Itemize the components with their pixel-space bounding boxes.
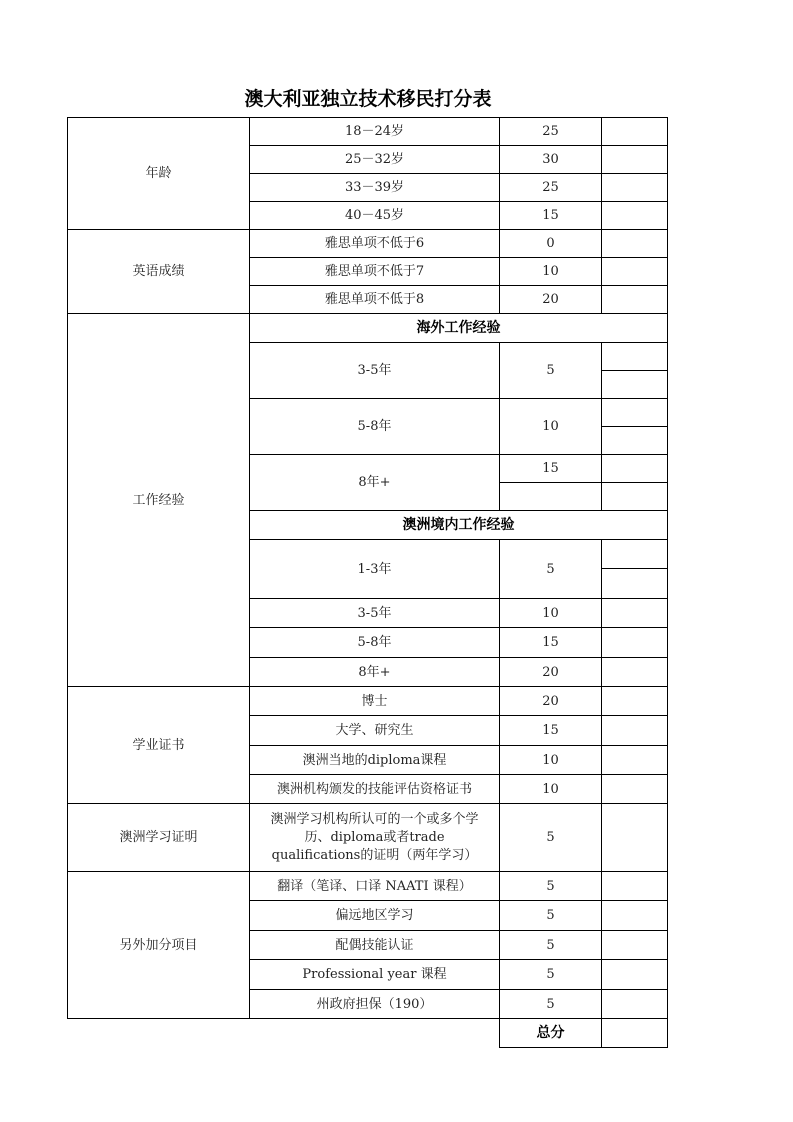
domestic-row-label: 3-5年	[249, 598, 500, 628]
score-input-cell[interactable]	[601, 715, 668, 746]
score-input-cell[interactable]	[601, 959, 668, 990]
domestic-row-label: 8年+	[249, 657, 500, 687]
education-row-score: 15	[499, 715, 602, 746]
score-input-cell[interactable]	[601, 598, 668, 628]
age-row-label: 33－39岁	[249, 173, 500, 202]
score-input-cell[interactable]	[601, 774, 668, 804]
english-row-label: 雅思单项不低于6	[249, 229, 500, 258]
category-english: 英语成绩	[67, 229, 250, 314]
domestic-row-score: 20	[499, 657, 602, 687]
domestic-row-score: 15	[499, 627, 602, 658]
english-row-score: 20	[499, 285, 602, 314]
category-study: 澳洲学习证明	[67, 803, 250, 872]
score-input-cell[interactable]	[601, 871, 668, 901]
score-input-cell[interactable]	[601, 285, 668, 314]
overseas-row-score: 15	[499, 454, 602, 483]
age-row-score: 25	[499, 173, 602, 202]
study-label-line: 历、diploma或者trade	[304, 829, 445, 845]
study-label-line: 澳洲学习机构所认可的一个或多个学	[270, 811, 479, 827]
overseas-row-label: 3-5年	[249, 342, 500, 399]
overseas-row-label: 8年+	[249, 454, 500, 511]
score-input-cell[interactable]	[601, 454, 668, 483]
bonus-row-score: 5	[499, 900, 602, 931]
score-input-cell[interactable]	[601, 342, 668, 371]
education-row-label: 大学、研究生	[249, 715, 500, 746]
study-label	[249, 803, 500, 872]
domestic-row-label: 5-8年	[249, 627, 500, 658]
education-row-label: 澳洲当地的diploma课程	[249, 745, 500, 775]
english-row-label: 雅思单项不低于8	[249, 285, 500, 314]
age-row-score: 25	[499, 117, 602, 146]
overseas-work-header: 海外工作经验	[249, 313, 668, 343]
age-row-score: 15	[499, 201, 602, 230]
english-row-score: 10	[499, 257, 602, 286]
bonus-row-score: 5	[499, 989, 602, 1019]
score-input-cell[interactable]	[601, 745, 668, 775]
score-input-cell[interactable]	[601, 145, 668, 174]
score-input-cell[interactable]	[601, 201, 668, 230]
score-input-cell[interactable]	[601, 257, 668, 286]
category-work: 工作经验	[67, 313, 250, 687]
overseas-row-score: 10	[499, 398, 602, 455]
domestic-row-score: 5	[499, 539, 602, 599]
score-input-cell[interactable]	[601, 657, 668, 687]
score-input-cell[interactable]	[601, 398, 668, 427]
education-row-score: 10	[499, 774, 602, 804]
age-row-score: 30	[499, 145, 602, 174]
domestic-row-label: 1-3年	[249, 539, 500, 599]
score-input-cell[interactable]	[601, 627, 668, 658]
overseas-row-score: 5	[499, 342, 602, 399]
score-input-cell[interactable]	[601, 539, 668, 569]
bonus-row-label: 偏远地区学习	[249, 900, 500, 931]
bonus-row-label: 配偶技能认证	[249, 930, 500, 960]
education-row-score: 10	[499, 745, 602, 775]
education-row-score: 20	[499, 686, 602, 716]
score-input-cell[interactable]	[601, 229, 668, 258]
total-input-cell[interactable]	[601, 1018, 668, 1048]
blank-cell[interactable]	[499, 482, 602, 511]
study-score: 5	[499, 803, 602, 872]
domestic-row-score: 10	[499, 598, 602, 628]
score-input-cell[interactable]	[601, 370, 668, 399]
overseas-row-label: 5-8年	[249, 398, 500, 455]
english-row-label: 雅思单项不低于7	[249, 257, 500, 286]
total-label: 总分	[499, 1018, 602, 1048]
category-education: 学业证书	[67, 686, 250, 804]
bonus-row-label: Professional year 课程	[249, 959, 500, 990]
score-input-cell[interactable]	[601, 930, 668, 960]
page-title: 澳大利亚独立技术移民打分表	[244, 88, 492, 110]
score-input-cell[interactable]	[601, 173, 668, 202]
score-input-cell[interactable]	[601, 803, 668, 872]
study-label-line: qualifications的证明（两年学习）	[271, 847, 478, 863]
category-bonus: 另外加分项目	[67, 871, 250, 1019]
score-input-cell[interactable]	[601, 686, 668, 716]
score-input-cell[interactable]	[601, 426, 668, 455]
age-row-label: 18－24岁	[249, 117, 500, 146]
score-input-cell[interactable]	[601, 482, 668, 511]
score-input-cell[interactable]	[601, 900, 668, 931]
education-row-label: 澳洲机构颁发的技能评估资格证书	[249, 774, 500, 804]
bonus-row-label: 州政府担保（190）	[249, 989, 500, 1019]
bonus-row-score: 5	[499, 930, 602, 960]
score-input-cell[interactable]	[601, 989, 668, 1019]
education-row-label: 博士	[249, 686, 500, 716]
domestic-work-header: 澳洲境内工作经验	[249, 510, 668, 540]
score-input-cell[interactable]	[601, 117, 668, 146]
score-input-cell[interactable]	[601, 568, 668, 599]
age-row-label: 40－45岁	[249, 201, 500, 230]
bonus-row-score: 5	[499, 959, 602, 990]
bonus-row-score: 5	[499, 871, 602, 901]
age-row-label: 25－32岁	[249, 145, 500, 174]
bonus-row-label: 翻译（笔译、口译 NAATI 课程）	[249, 871, 500, 901]
category-age: 年龄	[67, 117, 250, 230]
english-row-score: 0	[499, 229, 602, 258]
